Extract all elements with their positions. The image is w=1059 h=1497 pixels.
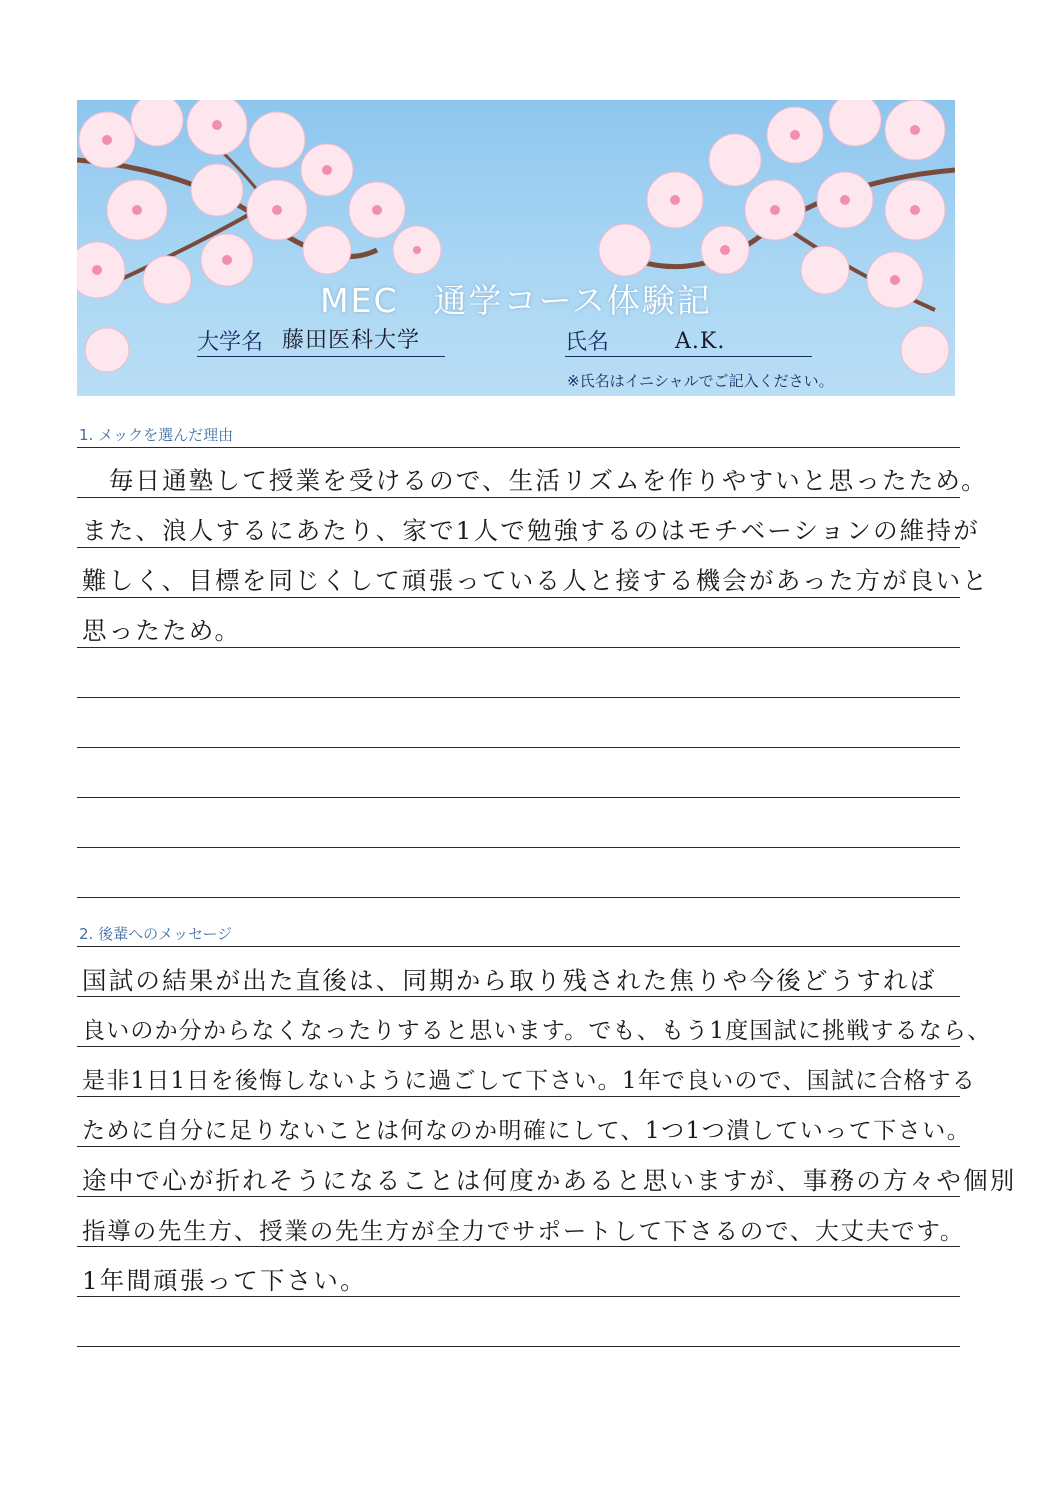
university-field [197, 328, 445, 357]
university-label: 大学名 [197, 330, 264, 355]
name-label: 氏名 [565, 330, 610, 355]
section2-handwritten-line: 1年間頑張って下さい。 [82, 1266, 367, 1295]
ruled-line [77, 1246, 960, 1247]
section2-handwritten-line: 国試の結果が出た直後は、同期から取り残された焦りや今後どうすれば [82, 966, 937, 995]
name-field [565, 328, 812, 357]
section2-handwritten-line: 是非1日1日を後悔しないように過ごして下さい。1年で良いので、国試に合格する [82, 1068, 977, 1094]
ruled-line [77, 647, 960, 648]
ruled-line [77, 547, 960, 548]
ruled-line [77, 447, 960, 448]
ruled-line [77, 1096, 960, 1097]
ruled-line [77, 897, 960, 898]
page-title: MEC 通学コース体験記 [320, 281, 712, 320]
ruled-line [77, 597, 960, 598]
university-value: 藤田医科大学 [282, 328, 421, 353]
section1-handwritten-line: 毎日通塾して授業を受けるので、生活リズムを作りやすいと思ったため。 [82, 466, 988, 495]
ruled-line [77, 1046, 960, 1047]
section2-handwritten-line: 指導の先生方、授業の先生方が全力でサポートして下さるので、大丈夫です。 [82, 1217, 966, 1245]
section2-handwritten-line: 良いのか分からなくなったりすると思います。でも、もう1度国試に挑戦するなら、 [82, 1018, 992, 1044]
section1-title: 1. メックを選んだ理由 [79, 426, 234, 444]
section1-handwritten-line: 難しく、目標を同じくして頑張っている人と接する機会があった方が良いと [82, 566, 990, 595]
section2-handwritten-line: 途中で心が折れそうになることは何度かあると思いますが、事務の方々や個別 [82, 1166, 1017, 1195]
ruled-line [77, 747, 960, 748]
section2-title: 2. 後輩へのメッセージ [79, 925, 233, 943]
name-value: A.K. [675, 329, 726, 354]
initials-note: ※氏名はイニシャルでご記入ください。 [567, 372, 834, 390]
ruled-line [77, 1146, 960, 1147]
section1-handwritten-line: 思ったため。 [82, 616, 242, 645]
ruled-line [77, 497, 960, 498]
ruled-line [77, 946, 960, 947]
ruled-line [77, 847, 960, 848]
ruled-line [77, 697, 960, 698]
ruled-line [77, 1346, 960, 1347]
ruled-line [77, 797, 960, 798]
header-banner [77, 100, 955, 396]
section2-handwritten-line: ために自分に足りないことは何なのか明確にして、1つ1つ潰していって下さい。 [82, 1118, 972, 1144]
section1-handwritten-line: また、浪人するにあたり、家で1人で勉強するのはモチベーションの維持が [82, 516, 980, 545]
